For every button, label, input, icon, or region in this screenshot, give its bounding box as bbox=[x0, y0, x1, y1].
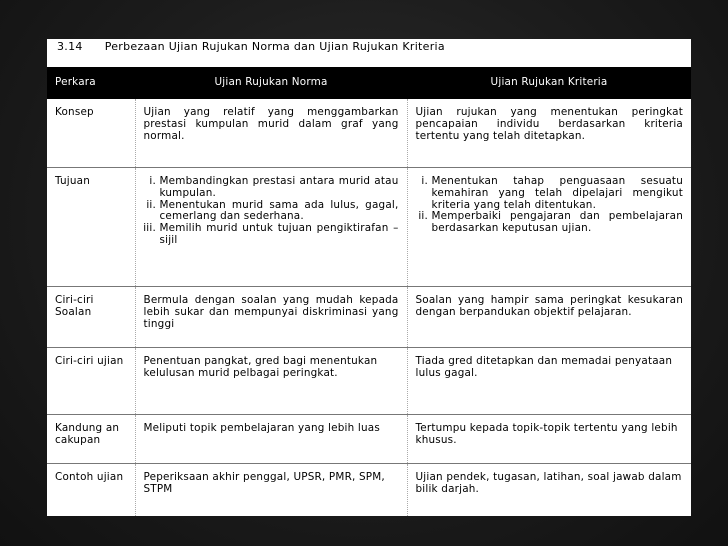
section-number: 3.14 bbox=[57, 40, 83, 53]
table-row bbox=[47, 287, 691, 348]
table-row bbox=[47, 99, 691, 168]
row-label: Contoh ujian bbox=[55, 471, 124, 483]
norma-cell: Peperiksaan akhir penggal, UPSR, PMR, SPM, STPM bbox=[135, 464, 407, 517]
norma-cell: Penentuan pangkat, gred bagi menentukan kelulusan murid pelbagai peringkat. bbox=[135, 348, 407, 415]
list-item: i. Menentukan tahap penguasaan sesuatu kemahiran yang telah dipelajari mengikut kriteria yang telah ditentukan. bbox=[432, 176, 684, 211]
row-label: Tujuan bbox=[47, 168, 135, 287]
list-item: ii. Memperbaiki pengajaran dan pembelajaran berdasarkan keputusan ujian. bbox=[432, 211, 684, 235]
table-row bbox=[47, 415, 691, 464]
norma-list bbox=[144, 176, 399, 247]
table-row bbox=[47, 168, 691, 287]
section-title: Perbezaan Ujian Rujukan Norma dan Ujian Rujukan Kriteria bbox=[104, 40, 445, 53]
kriteria-cell: Tertumpu kepada topik-topik tertentu yang lebih khusus. bbox=[407, 415, 691, 464]
row-label: Ciri-ciri ujian bbox=[47, 348, 135, 415]
document-page bbox=[47, 39, 691, 516]
header-ujian-rujukan-kriteria: Ujian Rujukan Kriteria bbox=[490, 76, 608, 89]
table-row bbox=[47, 464, 691, 517]
kriteria-cell: Ujian rujukan yang menentukan peringkat pencapaian individu berdasarkan kriteria tertentu yang telah ditetapkan. bbox=[407, 99, 691, 168]
kriteria-cell bbox=[407, 168, 691, 287]
row-label: Ciri-ciri Soalan bbox=[47, 287, 135, 348]
list-item: ii. Menentukan murid sama ada lulus, gagal, cemerlang dan sederhana. bbox=[160, 200, 399, 224]
list-item: iii. Memilih murid untuk tujuan pengiktirafan – sijil bbox=[160, 223, 399, 247]
section-heading bbox=[57, 40, 445, 53]
row-label: Konsep bbox=[47, 99, 135, 168]
norma-cell: Ujian yang relatif yang menggambarkan prestasi kumpulan murid dalam graf yang normal. bbox=[135, 99, 407, 168]
list-item: i. Membandingkan prestasi antara murid atau kumpulan. bbox=[160, 176, 399, 200]
norma-cell bbox=[135, 168, 407, 287]
header-perkara: Perkara bbox=[55, 76, 96, 89]
kriteria-cell: Ujian pendek, tugasan, latihan, soal jawab dalam bilik darjah. bbox=[407, 464, 691, 517]
kriteria-cell: Soalan yang hampir sama peringkat kesukaran dengan berpandukan objektif pelajaran. bbox=[407, 287, 691, 348]
header-ujian-rujukan-norma: Ujian Rujukan Norma bbox=[214, 76, 328, 89]
norma-cell: Meliputi topik pembelajaran yang lebih luas bbox=[135, 415, 407, 464]
row-label: Kandung an cakupan bbox=[47, 415, 135, 464]
kriteria-list bbox=[416, 176, 684, 235]
comparison-table bbox=[47, 67, 691, 516]
table-header-row bbox=[47, 67, 691, 99]
kriteria-cell: Tiada gred ditetapkan dan memadai penyataan lulus gagal. bbox=[407, 348, 691, 415]
norma-cell: Bermula dengan soalan yang mudah kepada lebih sukar dan mempunyai diskriminasi yang tinggi bbox=[135, 287, 407, 348]
table-row bbox=[47, 348, 691, 415]
